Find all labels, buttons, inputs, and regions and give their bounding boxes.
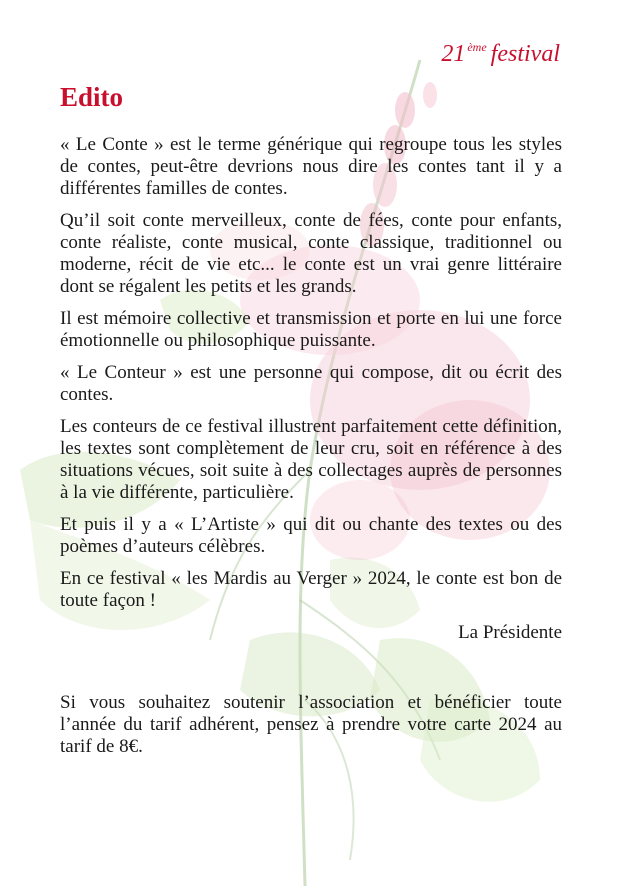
membership-note: Si vous souhaitez soutenir l’association et bénéficier toute l’année du tarif adhérent, pensez à prendre votre carte 2024 au tarif de 8€.	[60, 692, 562, 757]
paragraph: Il est mémoire collective et transmission et porte en lui une force émotionnelle ou philosophique puissante.	[60, 308, 562, 351]
festival-edition-label	[441, 40, 560, 68]
paragraph: « Le Conteur » est une personne qui compose, dit ou écrit des contes.	[60, 362, 562, 405]
paragraph: Les conteurs de ce festival illustrent parfaitement cette définition, les textes sont complètement de leur cru, soit en référence à des situations vécues, soit suite à des collectages auprès de personnes à la vie différente, particulière.	[60, 416, 562, 503]
paragraph: Qu’il soit conte merveilleux, conte de fées, conte pour enfants, conte réaliste, conte musical, conte classique, traditionnel ou moderne, récit de vie etc... le conte est un vrai genre littéraire dont se régalent les petits et les grands.	[60, 210, 562, 297]
page-title: Edito	[60, 82, 124, 112]
paragraph: Et puis il y a « L’Artiste » qui dit ou chante des textes ou des poèmes d’auteurs célèbres.	[60, 514, 562, 557]
paragraph: « Le Conte » est le terme générique qui regroupe tous les styles de contes, peut-être devrions nous dire les contes tant il y a différentes familles de contes.	[60, 134, 562, 199]
festival-superscript: ème	[467, 40, 487, 54]
edito-body	[60, 134, 562, 768]
festival-word: festival	[490, 41, 560, 67]
paragraph: En ce festival « les Mardis au Verger » 2024, le conte est bon de toute façon !	[60, 568, 562, 611]
signature: La Présidente	[458, 622, 562, 643]
festival-number: 21	[441, 41, 466, 67]
